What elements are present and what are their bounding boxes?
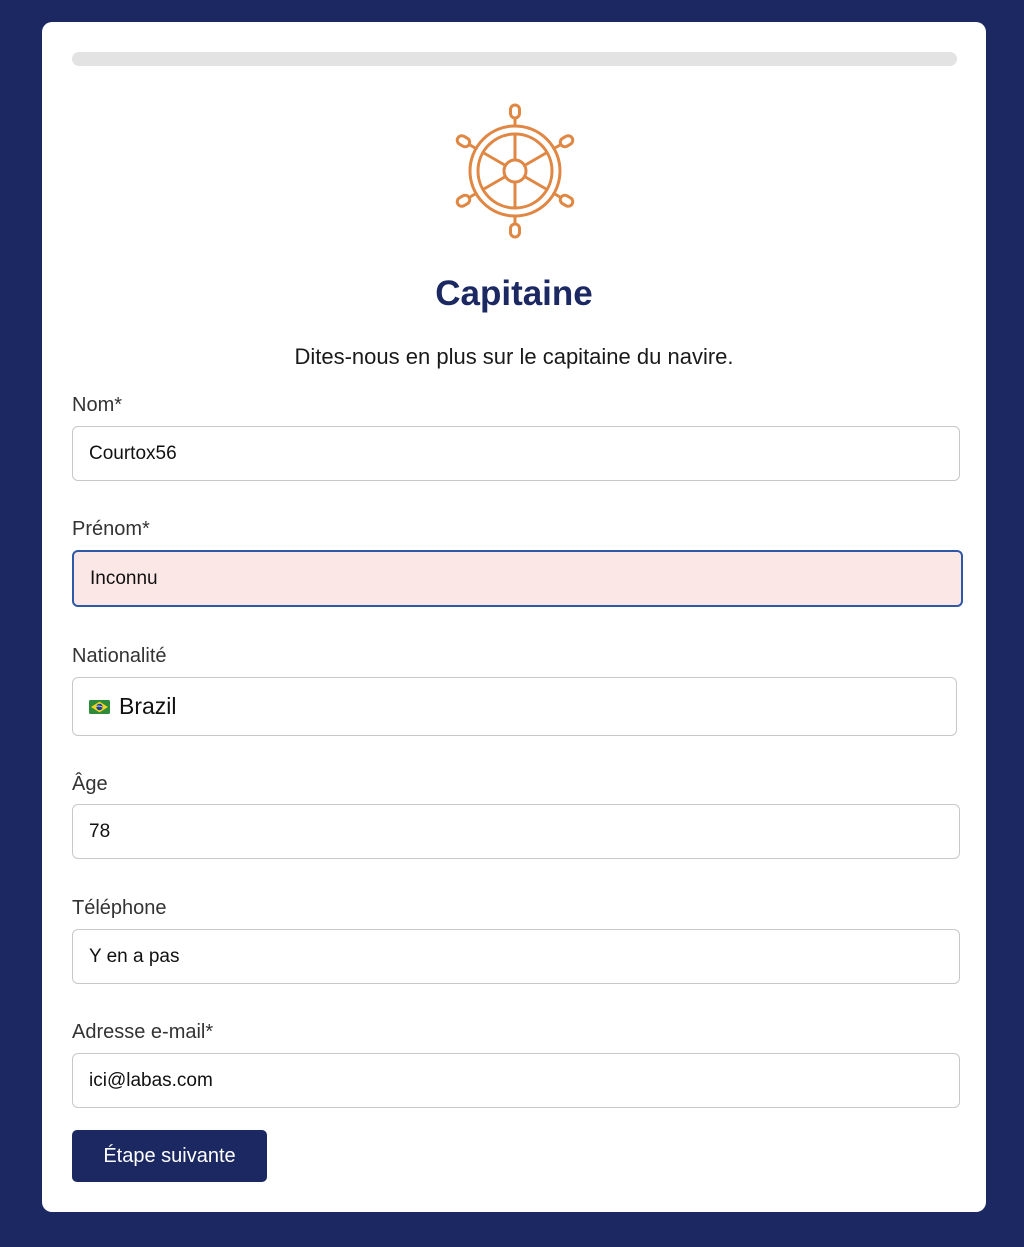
nationalite-label: Nationalité (72, 645, 167, 667)
email-input[interactable] (72, 1053, 960, 1108)
brazil-flag-icon (89, 700, 110, 714)
nom-label: Nom* (72, 394, 123, 416)
next-step-button[interactable]: Étape suivante (72, 1130, 267, 1182)
page-title: Capitaine (435, 274, 593, 313)
telephone-label: Téléphone (72, 897, 167, 919)
progress-bar (72, 52, 957, 66)
age-label: Âge (72, 773, 108, 795)
prenom-input[interactable] (72, 550, 963, 607)
nationalite-select[interactable] (72, 677, 957, 736)
email-label: Adresse e-mail* (72, 1021, 214, 1043)
page-subtitle: Dites-nous en plus sur le capitaine du navire. (294, 344, 734, 369)
ship-wheel-icon (452, 102, 578, 240)
age-input[interactable] (72, 804, 960, 859)
telephone-input[interactable] (72, 929, 960, 984)
prenom-label: Prénom* (72, 518, 150, 540)
nationalite-value: Brazil (119, 693, 177, 719)
nom-input[interactable] (72, 426, 960, 481)
form-card (42, 22, 986, 1212)
